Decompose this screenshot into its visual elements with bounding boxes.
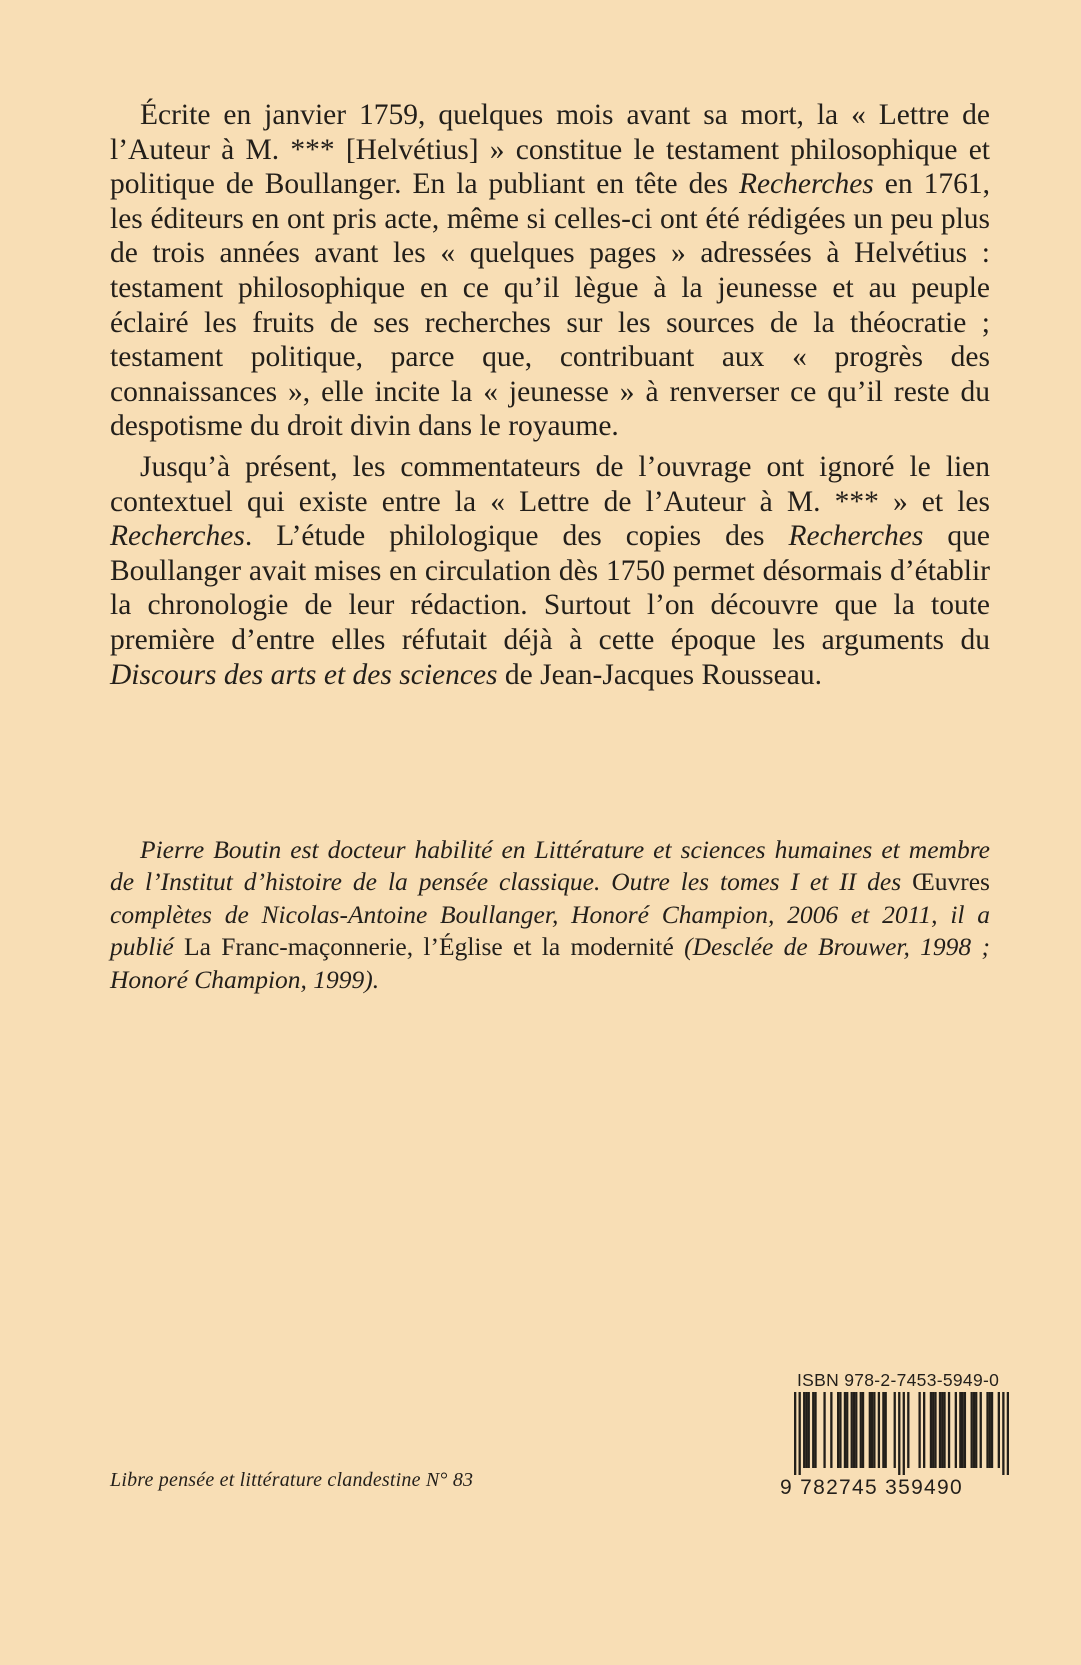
barcode-bar <box>955 1392 957 1468</box>
barcode-bar <box>934 1392 936 1468</box>
barcode-bar <box>814 1392 816 1468</box>
barcode-bar <box>932 1392 934 1468</box>
author-bio <box>110 834 990 996</box>
barcode-bar <box>878 1392 880 1468</box>
barcode-bar <box>939 1392 941 1468</box>
barcode-bar <box>823 1392 825 1468</box>
barcode-bar <box>973 1392 975 1468</box>
paragraph-2 <box>110 450 990 692</box>
text-run: Pierre Boutin est docteur habilité en Littérature et sciences humaines et membre de l’Institut d’histoire de la pensée classique. Outre les tomes I et II des <box>110 835 990 897</box>
barcode-bar <box>898 1392 900 1475</box>
barcode-bar <box>869 1392 871 1468</box>
barcode-bar <box>799 1392 801 1475</box>
barcode-bar <box>989 1392 991 1468</box>
barcode-bar <box>846 1392 848 1468</box>
isbn-label: ISBN 978-2-7453-5949-0 <box>797 1370 1000 1390</box>
barcode-bar <box>851 1392 853 1468</box>
barcode-bar <box>975 1392 977 1468</box>
barcode-bar <box>853 1392 855 1468</box>
barcode-bar <box>812 1392 814 1468</box>
barcode-bar <box>873 1392 875 1468</box>
barcode-bar <box>948 1392 950 1468</box>
barcode-bar <box>991 1392 993 1468</box>
main-text <box>110 98 990 692</box>
italic-title: Recherches <box>788 520 924 553</box>
barcode-bar <box>961 1392 963 1468</box>
barcode-bar <box>830 1392 832 1468</box>
text-run: (Desclée de Brouwer, 1998 ; Honoré Champion, 1999). <box>110 932 990 994</box>
series-label: Libre pensée et littérature clandestine N° 83 <box>110 1469 474 1491</box>
text-run: que Boullanger avait mises en circulation dès 1750 permet désormais d’établir la chronologie de leur rédaction. Surtout l’on découvre que la toute première d’entre elles réfutait déjà à cette époque les arguments du <box>110 520 990 656</box>
italic-title: Discours des arts et des sciences <box>110 658 498 691</box>
text-run: en 1761, les éditeurs en ont pris acte, même si celles-ci ont été rédigées un peu plus de trois années avant les « quelques pages » adressées à Helvétius : testament philosophique en ce qu’il lègue à la jeunesse et au peuple éclairé les fruits de ses recherches sur les sources de la théocratie ; testament politique, parce que, contribuant aux « progrès des connaissances », elle incite la « jeunesse » à renverser ce qu’il reste du despotisme du droit divin dans le royaume. <box>110 168 990 443</box>
barcode-bar <box>923 1392 925 1468</box>
text-run: de Jean-Jacques Rousseau. <box>497 658 822 691</box>
barcode-bar <box>837 1392 839 1468</box>
barcode-bar <box>918 1392 920 1468</box>
paragraph-1 <box>110 98 990 444</box>
barcode-bar <box>885 1392 887 1468</box>
barcode-bar <box>1002 1392 1004 1475</box>
barcode-bar <box>959 1392 961 1468</box>
barcode-bar <box>882 1392 884 1468</box>
barcode-bar <box>805 1392 807 1468</box>
italic-title: Recherches <box>110 520 245 553</box>
bio-paragraph <box>110 834 990 996</box>
barcode-bar <box>839 1392 841 1468</box>
barcode-bar <box>894 1392 896 1468</box>
barcode-bar <box>943 1392 945 1468</box>
barcode-bar <box>862 1392 864 1468</box>
barcode-bar <box>1007 1392 1009 1475</box>
barcode-bar <box>860 1392 862 1468</box>
text-run: . L’étude philologique des copies des <box>244 520 789 553</box>
barcode-bar <box>971 1392 973 1468</box>
barcode-bar <box>998 1392 1000 1468</box>
italic-title: Recherches <box>738 168 874 201</box>
upright-title: La Franc-maçonnerie, l’Église et la modernité <box>184 932 674 962</box>
barcode-bar <box>930 1392 932 1468</box>
barcode-bar <box>844 1392 846 1468</box>
barcode-bar <box>808 1392 810 1468</box>
text-run: Jusqu’à présent, les commentateurs de l’ouvrage ont ignoré le lien contextuel qui existe entre la « Lettre de l’Auteur à M. *** » et les <box>110 450 990 518</box>
barcode-bar <box>941 1392 943 1468</box>
barcode-bar <box>903 1392 905 1475</box>
text-run: complètes de Nicolas-Antoine Boullanger, Honoré Champion, 2006 et 2011, il a publié <box>110 899 990 962</box>
upright-title: Œuvres <box>912 867 990 897</box>
barcode-bar <box>871 1392 873 1468</box>
barcode-bar <box>855 1392 857 1468</box>
barcode-bar <box>980 1392 982 1468</box>
barcode-bar <box>794 1392 796 1475</box>
barcode-bar <box>964 1392 966 1468</box>
barcode-digits: 9 782745 359490 <box>780 1476 963 1499</box>
barcode-icon <box>794 1392 1009 1475</box>
text-run: Écrite en janvier 1759, quelques mois avant sa mort, la « Lettre de l’Auteur à M. *** [Helvétius] » constitue le testament philosophique et politique de Boullanger. En la publiant en tête des <box>110 99 990 201</box>
barcode-bar <box>907 1392 909 1468</box>
barcode-bar <box>986 1392 988 1468</box>
barcode-bar <box>803 1392 805 1468</box>
